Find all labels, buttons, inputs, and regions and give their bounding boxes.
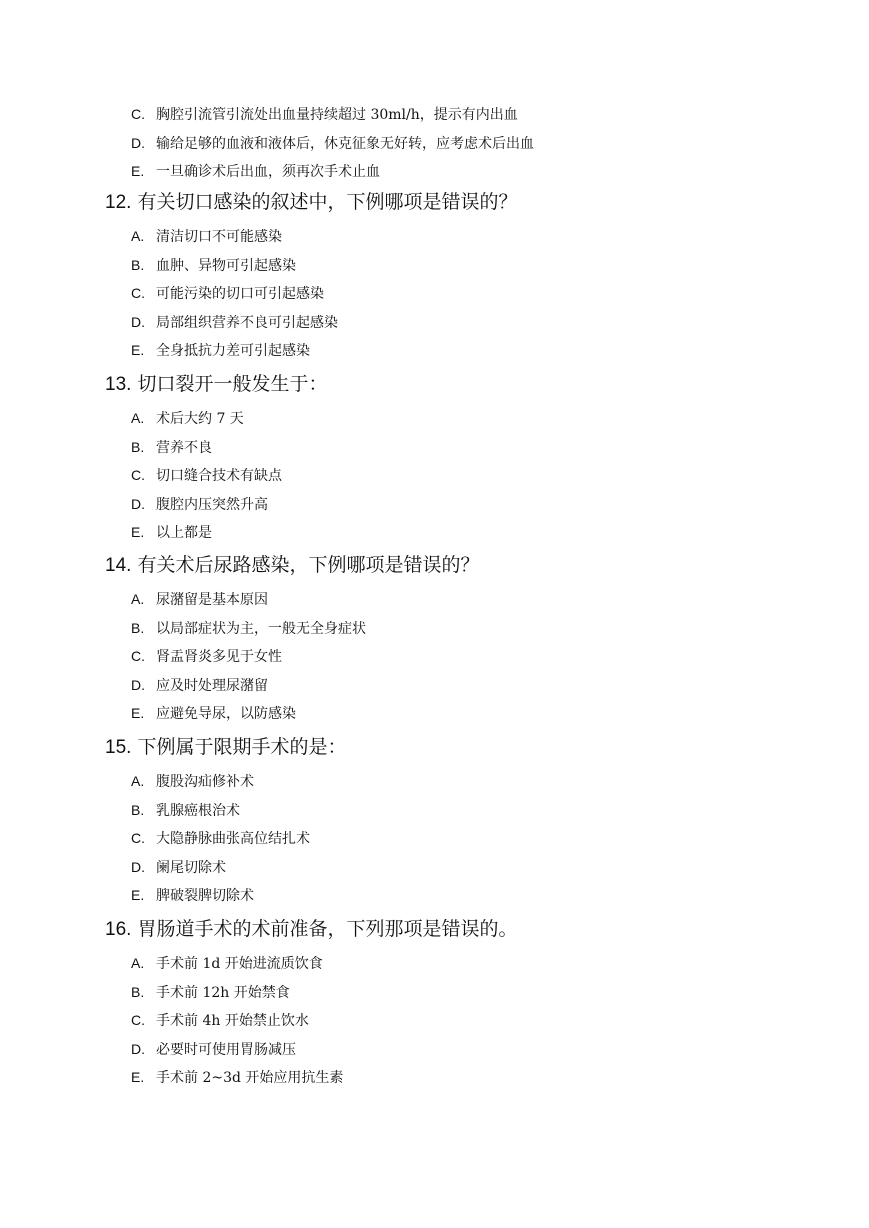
option-text: 营养不良 xyxy=(156,439,212,456)
option-b xyxy=(131,433,845,462)
option-letter: D. xyxy=(131,313,145,330)
option-a xyxy=(131,767,845,796)
option-text: 手术前 2~3d 开始应用抗生素 xyxy=(156,1070,344,1086)
option-letter: C. xyxy=(131,648,145,664)
option-c xyxy=(131,642,845,671)
question-number: 14. xyxy=(105,555,132,576)
option-e xyxy=(131,1063,845,1092)
option-list xyxy=(131,222,845,365)
option-text: 以上都是 xyxy=(156,525,212,541)
option-text: 脾破裂脾切除术 xyxy=(156,888,254,904)
option-d xyxy=(131,853,845,882)
option-d xyxy=(131,671,845,700)
question-number: 16. xyxy=(105,919,132,940)
question-16 xyxy=(105,915,845,1092)
option-letter: C. xyxy=(131,285,145,301)
option-letter: A. xyxy=(131,773,145,789)
option-letter: E. xyxy=(131,705,145,721)
option-e xyxy=(131,881,845,910)
option-d xyxy=(131,490,845,519)
option-text: 可能污染的切口可引起感染 xyxy=(156,286,324,302)
option-text: 全身抵抗力差可引起感染 xyxy=(156,343,310,359)
option-letter: E. xyxy=(131,342,145,358)
question-title xyxy=(105,551,845,585)
option-list xyxy=(131,404,845,547)
option-letter: E. xyxy=(131,887,145,903)
option-letter: E. xyxy=(131,163,145,179)
option-a xyxy=(131,585,845,614)
option-c xyxy=(131,824,845,853)
option-text: 输给足够的血液和液体后，休克征象无好转，应考虑术后出血 xyxy=(156,135,534,152)
question-number: 13. xyxy=(105,374,132,395)
option-b xyxy=(131,796,845,825)
option-list xyxy=(131,949,845,1092)
question-text: 有关术后尿路感染，下例哪项是错误的？ xyxy=(137,554,480,576)
question-number: 15. xyxy=(105,737,132,758)
option-letter: A. xyxy=(131,410,145,426)
option-c xyxy=(131,461,845,490)
option-text: 必要时可使用胃肠减压 xyxy=(156,1041,296,1058)
option-letter: D. xyxy=(131,134,145,151)
option-letter: A. xyxy=(131,228,145,244)
option-text: 阑尾切除术 xyxy=(156,859,226,876)
option-letter: A. xyxy=(131,955,145,971)
option-b xyxy=(131,614,845,643)
option-d xyxy=(131,1035,845,1064)
question-text: 切口裂开一般发生于： xyxy=(137,373,328,395)
option-a xyxy=(131,222,845,251)
option-text: 尿潴留是基本原因 xyxy=(156,592,268,608)
option-e xyxy=(131,157,831,186)
question-number: 12. xyxy=(105,192,132,213)
option-text: 以局部症状为主，一般无全身症状 xyxy=(156,620,366,637)
question-text: 胃肠道手术的术前准备，下列那项是错误的。 xyxy=(137,918,518,940)
option-d xyxy=(131,129,831,158)
option-e xyxy=(131,336,845,365)
option-a xyxy=(131,404,845,433)
option-text: 手术前 1d 开始进流质饮食 xyxy=(156,956,323,972)
option-text: 乳腺癌根治术 xyxy=(156,802,240,819)
question-text: 下例属于限期手术的是： xyxy=(137,736,347,758)
option-letter: B. xyxy=(131,801,145,818)
option-text: 手术前 12h 开始禁食 xyxy=(156,984,290,1001)
question-title xyxy=(105,915,845,949)
option-text: 手术前 4h 开始禁止饮水 xyxy=(156,1013,309,1029)
option-text: 一旦确诊术后出血，须再次手术止血 xyxy=(156,164,380,180)
option-e xyxy=(131,518,845,547)
option-text: 血肿、异物可引起感染 xyxy=(156,257,296,274)
option-letter: E. xyxy=(131,524,145,540)
option-text: 切口缝合技术有缺点 xyxy=(156,468,282,484)
option-letter: D. xyxy=(131,676,145,693)
option-letter: C. xyxy=(131,1012,145,1028)
question-title xyxy=(105,370,845,404)
option-text: 局部组织营养不良可引起感染 xyxy=(156,314,338,331)
option-b xyxy=(131,251,845,280)
option-text: 肾盂肾炎多见于女性 xyxy=(156,649,282,665)
option-d xyxy=(131,308,845,337)
question-13 xyxy=(105,370,845,547)
option-letter: C. xyxy=(131,106,145,122)
option-letter: B. xyxy=(131,619,145,636)
option-c xyxy=(131,279,845,308)
option-c xyxy=(131,100,831,129)
option-letter: B. xyxy=(131,438,145,455)
question-title xyxy=(105,188,845,222)
option-list xyxy=(131,585,845,728)
option-text: 清洁切口不可能感染 xyxy=(156,229,282,245)
option-text: 术后大约 7 天 xyxy=(156,411,244,427)
option-c xyxy=(131,1006,845,1035)
option-letter: C. xyxy=(131,467,145,483)
option-a xyxy=(131,949,845,978)
option-letter: C. xyxy=(131,830,145,846)
option-list xyxy=(131,767,845,910)
option-e xyxy=(131,699,845,728)
question-text: 有关切口感染的叙述中，下例哪项是错误的？ xyxy=(137,191,518,213)
question-12 xyxy=(105,188,845,365)
option-letter: B. xyxy=(131,256,145,273)
option-letter: E. xyxy=(131,1069,145,1085)
question-15 xyxy=(105,733,845,910)
option-letter: B. xyxy=(131,983,145,1000)
option-letter: D. xyxy=(131,495,145,512)
option-text: 腹腔内压突然升高 xyxy=(156,496,268,513)
carryover-options xyxy=(131,100,831,186)
option-letter: D. xyxy=(131,1040,145,1057)
option-text: 腹股沟疝修补术 xyxy=(156,774,254,790)
option-letter: A. xyxy=(131,591,145,607)
option-text: 应及时处理尿潴留 xyxy=(156,677,268,694)
option-letter: D. xyxy=(131,858,145,875)
option-text: 大隐静脉曲张高位结扎术 xyxy=(156,831,310,847)
option-text: 胸腔引流管引流处出血量持续超过 30ml/h，提示有内出血 xyxy=(156,107,518,123)
option-text: 应避免导尿，以防感染 xyxy=(156,706,296,722)
option-b xyxy=(131,978,845,1007)
question-14 xyxy=(105,551,845,728)
question-title xyxy=(105,733,845,767)
